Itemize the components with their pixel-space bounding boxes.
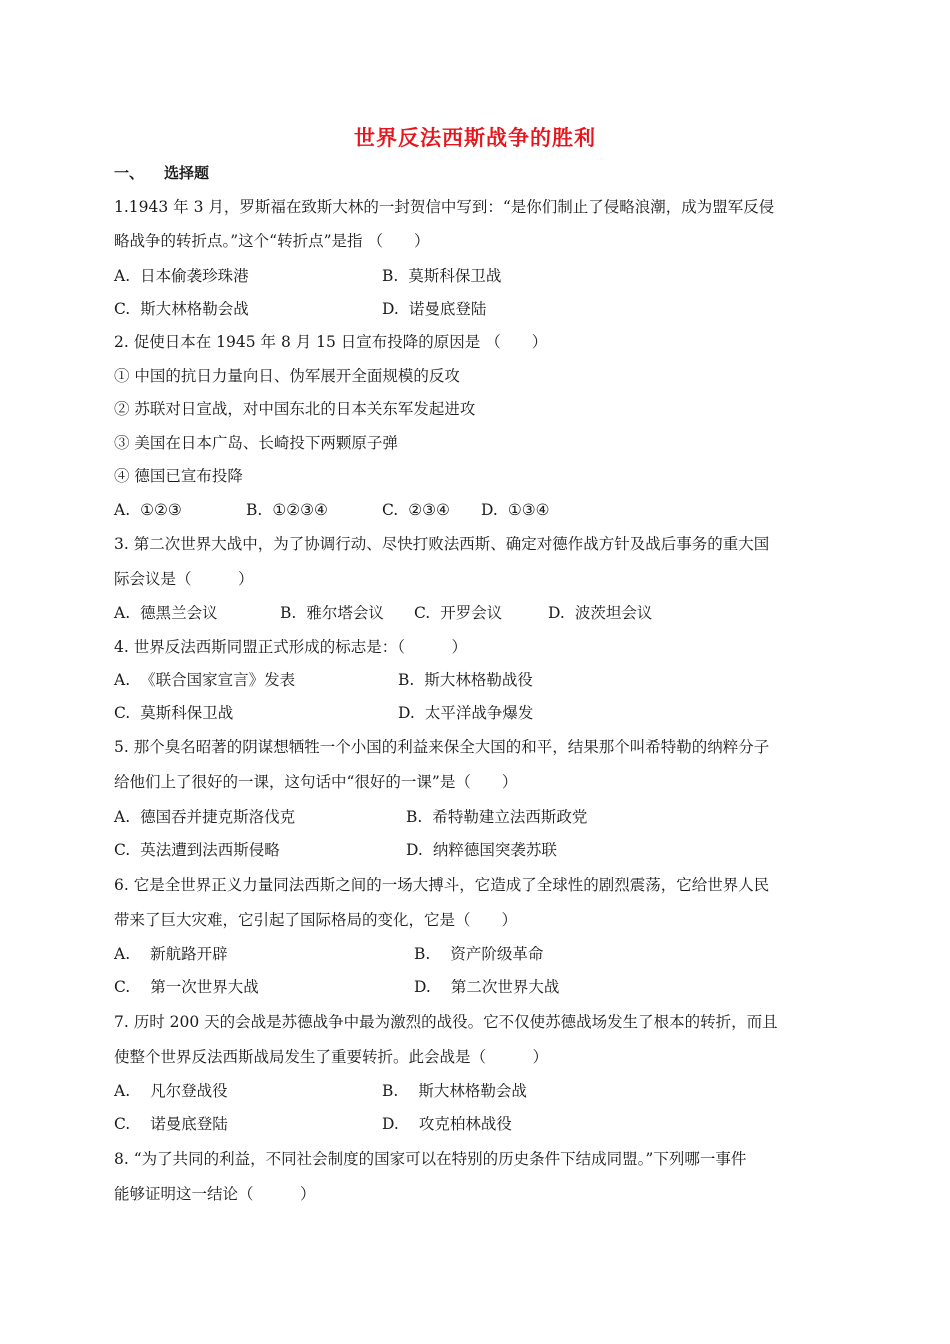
question-5-line-2: 给他们上了很好的一课，这句话中“很好的一课”是（ ） (114, 773, 518, 791)
q7-option-a: A. 凡尔登战役 (114, 1082, 228, 1100)
question-5-line-1: 5. 那个臭名昭著的阴谋想牺牲一个小国的利益来保全大国的和平，结果那个叫希特勒的纳粹分子 (114, 738, 770, 756)
q4-option-d: D. 太平洋战争爆发 (398, 704, 534, 722)
question-2-statement-1: ① 中国的抗日力量向日、伪军展开全面规模的反攻 (114, 367, 460, 385)
question-7-line-2: 使整个世界反法西斯战局发生了重要转折。此会战是（ ） (114, 1048, 549, 1066)
q3-option-b: B. 雅尔塔会议 (280, 604, 384, 622)
q2-option-b: B. ①②③④ (246, 501, 328, 519)
q6-option-a: A. 新航路开辟 (114, 945, 228, 963)
q7-option-b: B. 斯大林格勒会战 (382, 1082, 527, 1100)
q4-option-b: B. 斯大林格勒战役 (398, 671, 533, 689)
q4-option-a: A. 《联合国家宣言》发表 (114, 671, 296, 689)
question-2-statement-4: ④ 德国已宣布投降 (114, 467, 243, 485)
q2-option-c: C. ②③④ (382, 501, 450, 519)
question-3-line-1: 3. 第二次世界大战中，为了协调行动、尽快打败法西斯、确定对德作战方针及战后事务的重大国 (114, 535, 770, 553)
question-1-line-2: 略战争的转折点。”这个“转折点”是指 （ ） (114, 232, 430, 250)
question-4-line-1: 4. 世界反法西斯同盟正式形成的标志是：（ ） (114, 638, 467, 656)
q6-option-d: D. 第二次世界大战 (414, 978, 560, 996)
question-2-line-1: 2. 促使日本在 1945 年 8 月 15 日宣布投降的原因是 （ ） (114, 333, 548, 351)
q7-option-c: C. 诺曼底登陆 (114, 1115, 228, 1133)
question-8-line-2: 能够证明这一结论（ ） (114, 1185, 316, 1203)
q3-option-d: D. 波茨坦会议 (548, 604, 653, 622)
q3-option-a: A. 德黑兰会议 (114, 604, 218, 622)
question-3-line-2: 际会议是（ ） (114, 570, 254, 588)
q1-option-a: A. 日本偷袭珍珠港 (114, 267, 249, 285)
q5-option-c: C. 英法遭到法西斯侵略 (114, 841, 280, 859)
q1-option-d: D. 诺曼底登陆 (382, 300, 487, 318)
q2-option-d: D. ①③④ (481, 501, 550, 519)
question-1-line-1: 1.1943 年 3 月，罗斯福在致斯大林的一封贺信中写到：“是你们制止了侵略浪潮，成为盟军反侵 (114, 198, 775, 216)
section-label: 选择题 (164, 164, 210, 182)
document-title: 世界反法西斯战争的胜利 (354, 126, 596, 150)
q4-option-c: C. 莫斯科保卫战 (114, 704, 234, 722)
question-2-statement-3: ③ 美国在日本广岛、长崎投下两颗原子弹 (114, 434, 398, 452)
q6-option-c: C. 第一次世界大战 (114, 978, 259, 996)
section-number: 一、 (114, 164, 145, 182)
question-6-line-2: 带来了巨大灾难，它引起了国际格局的变化，它是（ ） (114, 911, 518, 929)
question-8-line-1: 8. “为了共同的利益，不同社会制度的国家可以在特别的历史条件下结成同盟。”下列哪一事件 (114, 1150, 747, 1168)
question-7-line-1: 7. 历时 200 天的会战是苏德战争中最为激烈的战役。它不仅使苏德战场发生了根本的转折，而且 (114, 1013, 778, 1031)
q5-option-a: A. 德国吞并捷克斯洛伐克 (114, 808, 296, 826)
question-6-line-1: 6. 它是全世界正义力量同法西斯之间的一场大搏斗，它造成了全球性的剧烈震荡，它给世界人民 (114, 876, 770, 894)
question-2-statement-2: ② 苏联对日宣战，对中国东北的日本关东军发起进攻 (114, 400, 476, 418)
q1-option-b: B. 莫斯科保卫战 (382, 267, 502, 285)
q3-option-c: C. 开罗会议 (414, 604, 503, 622)
q6-option-b: B. 资产阶级革命 (414, 945, 544, 963)
q7-option-d: D. 攻克柏林战役 (382, 1115, 512, 1133)
q2-option-a: A. ①②③ (114, 501, 182, 519)
section-heading (114, 162, 209, 183)
q5-option-b: B. 希特勒建立法西斯政党 (406, 808, 588, 826)
q1-option-c: C. 斯大林格勒会战 (114, 300, 249, 318)
q5-option-d: D. 纳粹德国突袭苏联 (406, 841, 557, 859)
